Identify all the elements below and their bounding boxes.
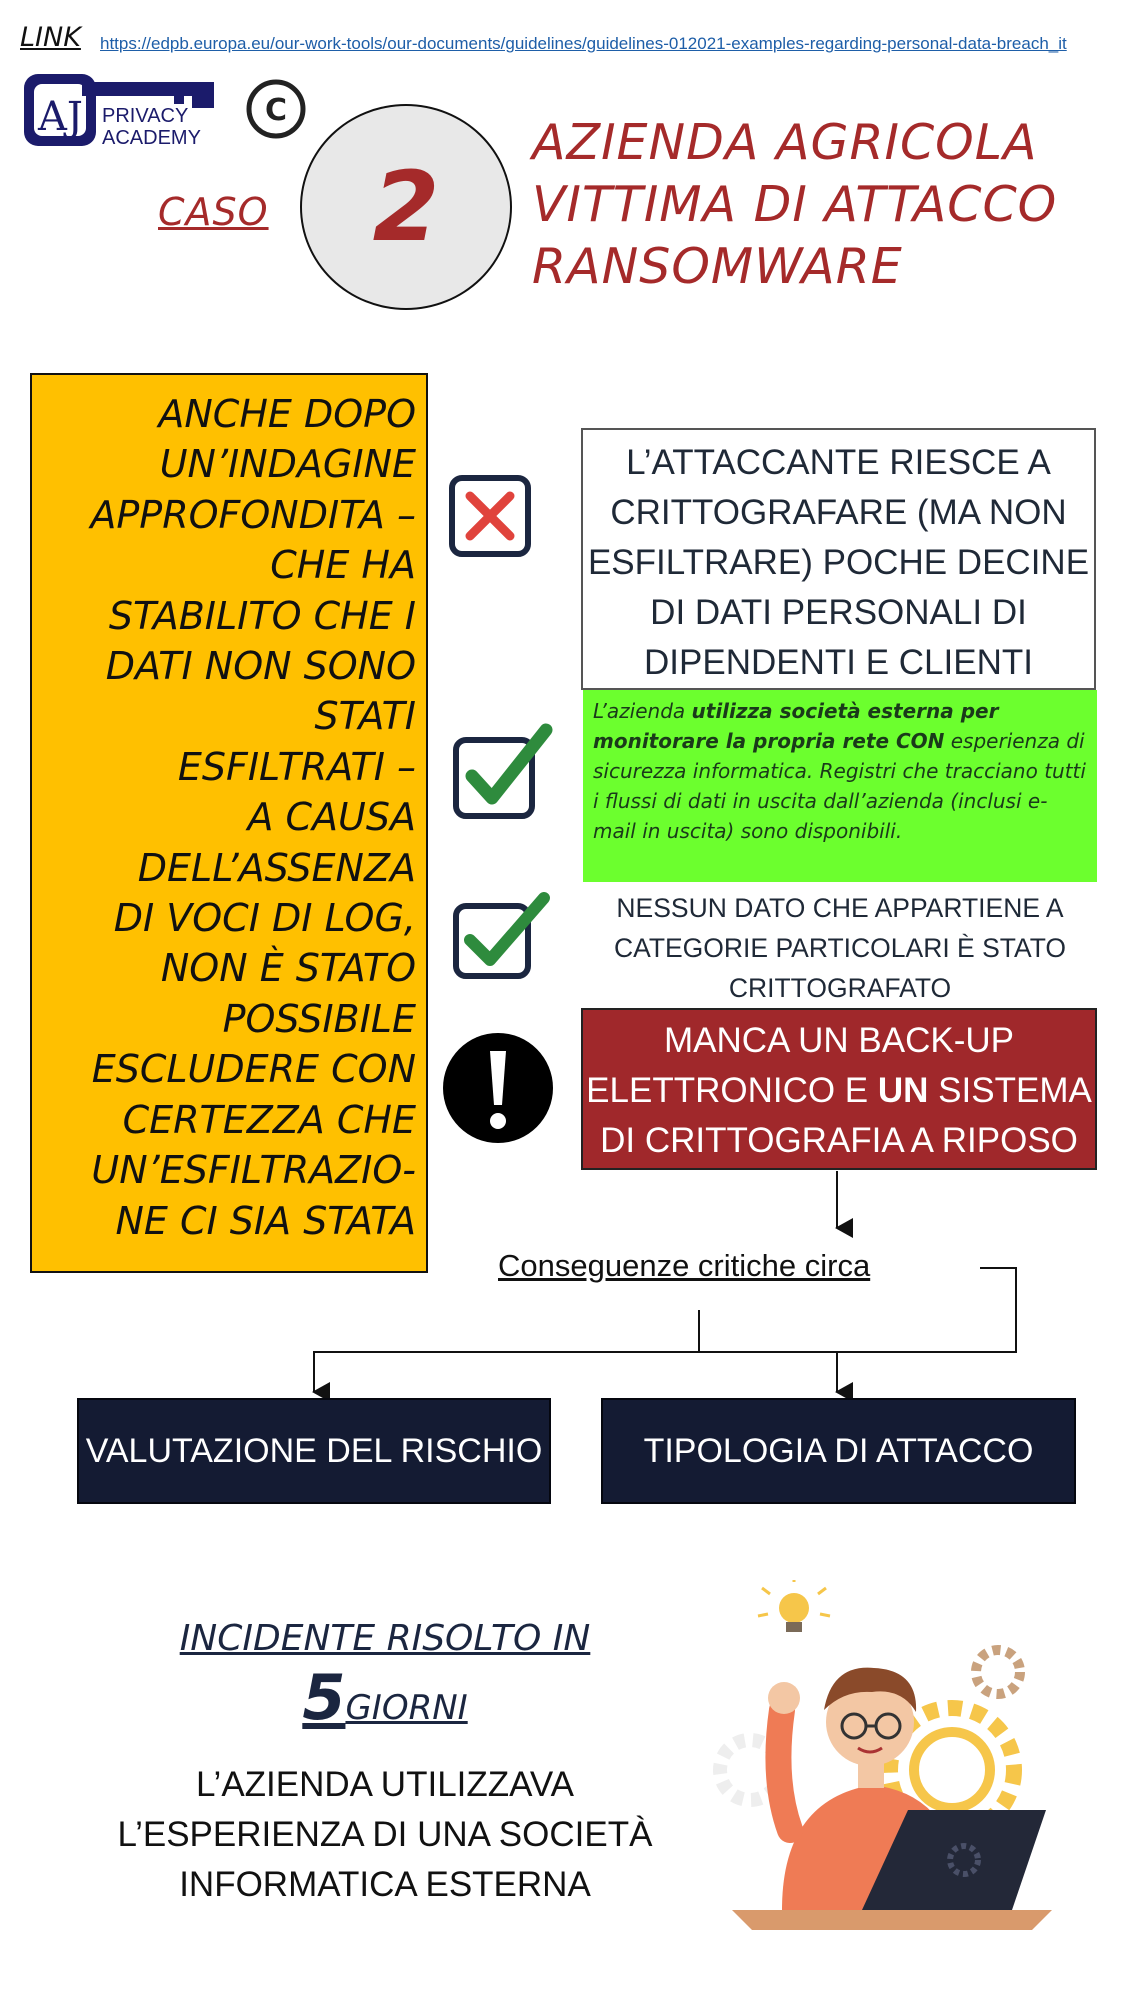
gear-icon xyxy=(976,1650,1020,1694)
investigation-box xyxy=(30,373,428,1273)
investigation-line: NE CI SIA STATA xyxy=(115,1198,416,1243)
investigation-line: ESFILTRATI – xyxy=(177,744,416,789)
logo-line1: PRIVACY xyxy=(102,105,189,127)
special-categories-box xyxy=(583,884,1097,1008)
investigation-line: DATI NON SONO xyxy=(105,644,416,689)
attacker-line: CRITTOGRAFARE (MA NON xyxy=(610,493,1067,532)
cross-mark-icon xyxy=(448,474,532,558)
missing-line xyxy=(583,1066,1095,1116)
consequences-label: Conseguenze critiche circa xyxy=(498,1248,871,1283)
special-line: NESSUN DATO CHE APPARTIENE A xyxy=(616,893,1064,923)
investigation-line: DELL’ASSENZA xyxy=(137,845,416,890)
lightbulb-icon xyxy=(758,1580,830,1632)
logo-line2: ACADEMY xyxy=(102,127,201,149)
person-laptop-illustration xyxy=(712,1580,1072,1930)
days-number: 5 xyxy=(302,1661,346,1734)
check-mark-icon xyxy=(452,892,554,982)
copyright-icon xyxy=(245,78,307,140)
external-bold: utilizza società esterna per monitorare la propria rete CON xyxy=(593,699,999,753)
missing-line2a: ELETTRONICO E xyxy=(586,1071,878,1110)
key-logo-icon xyxy=(22,72,222,152)
attacker-box xyxy=(581,428,1096,690)
attacker-line: DIPENDENTI E CLIENTI xyxy=(644,643,1033,682)
logo-mark: AJ xyxy=(38,94,83,140)
attacker-line: ESFILTRARE) POCHE DECINE xyxy=(587,543,1090,582)
investigation-line: STATI xyxy=(314,694,416,739)
external-company-box xyxy=(583,690,1097,882)
attacker-line: L’ATTACCANTE RIESCE A xyxy=(626,443,1051,482)
missing-line: MANCA UN BACK-UP xyxy=(663,1021,1015,1060)
link-label: LINK xyxy=(20,22,81,53)
investigation-line: ANCHE DOPO xyxy=(158,392,416,436)
investigation-line: UN’ESFILTRAZIO- xyxy=(91,1148,416,1193)
special-line: CRITTOGRAFATO xyxy=(728,973,952,1003)
missing-line2b: UN xyxy=(877,1071,929,1110)
resolution-heading xyxy=(150,1618,620,1734)
resolution-body xyxy=(110,1760,660,1910)
days-unit: GIORNI xyxy=(345,1688,468,1728)
case-title-line: RANSOMWARE xyxy=(532,238,903,295)
investigation-line: DI VOCI DI LOG, xyxy=(113,896,416,941)
investigation-line: APPROFONDITA – xyxy=(90,492,416,537)
check-mark-icon xyxy=(452,722,554,822)
case-label: CASO xyxy=(158,190,269,234)
external-intro: L’azienda xyxy=(593,699,692,723)
svg-text:C: C xyxy=(264,93,288,128)
case-title-line: VITTIMA DI ATTACCO xyxy=(532,176,1058,233)
investigation-line: CHE HA xyxy=(270,543,416,588)
missing-line2c: SISTEMA xyxy=(928,1071,1092,1110)
investigation-line: POSSIBILE xyxy=(222,996,416,1041)
risk-assessment-box: VALUTAZIONE DEL RISCHIO xyxy=(77,1398,551,1504)
investigation-line: CERTEZZA CHE xyxy=(122,1097,416,1142)
resolution-line: L’AZIENDA UTILIZZAVA xyxy=(196,1765,574,1804)
investigation-line: A CAUSA xyxy=(247,795,416,840)
case-title xyxy=(532,112,1092,298)
investigation-line: ESCLUDERE CON xyxy=(91,1047,416,1092)
resolution-title: INCIDENTE RISOLTO IN xyxy=(179,1618,591,1659)
resolution-line: INFORMATICA ESTERNA xyxy=(179,1865,591,1904)
privacy-academy-logo xyxy=(22,72,222,152)
resolution-line: L’ESPERIENZA DI UNA SOCIETÀ xyxy=(117,1815,653,1854)
attacker-line: DI DATI PERSONALI DI xyxy=(650,593,1027,632)
missing-backup-box xyxy=(581,1008,1097,1170)
case-number: 2 xyxy=(300,104,512,310)
resolution-days xyxy=(150,1661,620,1734)
investigation-line: STABILITO CHE I xyxy=(108,593,416,638)
case-title-line: AZIENDA AGRICOLA xyxy=(532,114,1038,171)
special-line: CATEGORIE PARTICOLARI È STATO xyxy=(613,933,1067,963)
external-rest: esperienza di sicurezza informatica. Registri che tracciano tutti i flussi di dati in uscita dall’azienda (inclusi e-mail in uscita) sono disponibili. xyxy=(593,729,1086,843)
investigation-line: UN’INDAGINE xyxy=(159,442,416,487)
missing-line: DI CRITTOGRAFIA A RIPOSO xyxy=(600,1121,1078,1160)
exclamation-icon xyxy=(441,1031,555,1145)
guidelines-link[interactable]: https://edpb.europa.eu/our-work-tools/our-documents/guidelines/guidelines-012021-examples-regarding-personal-data-breach_it xyxy=(100,34,1067,53)
investigation-line: NON È STATO xyxy=(160,946,416,991)
attack-type-box: TIPOLOGIA DI ATTACCO xyxy=(601,1398,1076,1504)
